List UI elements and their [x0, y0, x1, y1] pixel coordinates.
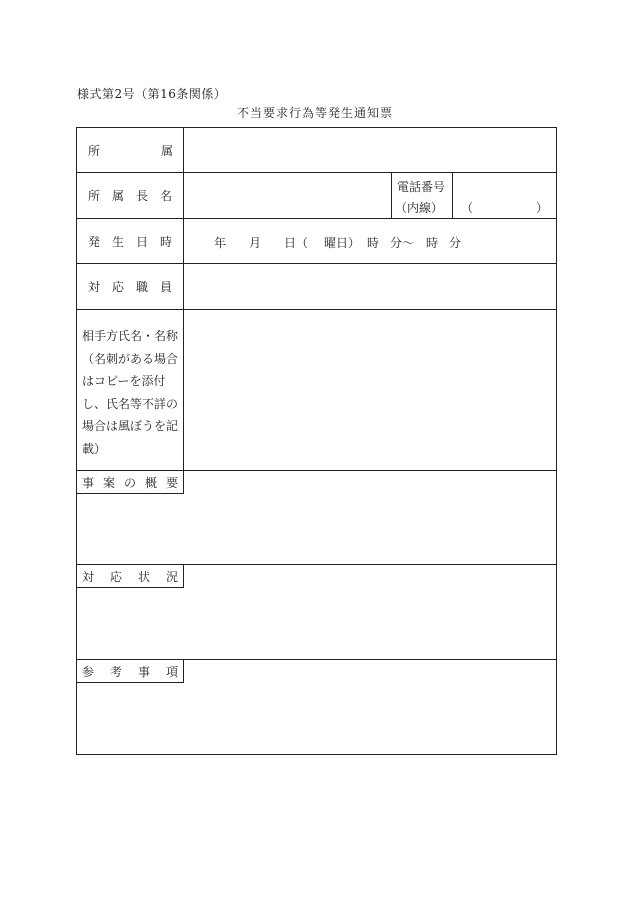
year-unit: 年 — [214, 236, 227, 250]
day-unit: 日（ — [284, 236, 309, 250]
hour-end-unit: 時 — [426, 236, 439, 250]
form-number: 様式第2号（第16条関係） — [77, 87, 227, 101]
row-divider — [76, 659, 557, 660]
case-summary-label: 事 案 の 概 要 — [82, 476, 178, 490]
row-divider — [76, 470, 557, 471]
extension-label: （内線） — [395, 201, 444, 215]
case-summary-field[interactable] — [77, 494, 556, 564]
responding-staff-label: 対 応 職 員 — [88, 280, 172, 294]
response-status-label: 対 応 状 況 — [82, 570, 178, 584]
table-left-border — [76, 127, 77, 755]
department-head-label: 所 属 長 名 — [88, 189, 172, 203]
counterpart-name-field[interactable] — [184, 310, 556, 470]
document-title: 不当要求行為等発生通知票 — [236, 106, 393, 120]
row-divider — [76, 564, 557, 565]
minute-end-unit: 分 — [449, 236, 462, 250]
reference-notes-field[interactable] — [77, 683, 556, 754]
counterpart-name-label: 相手方氏名・名称 （名刺がある場合 はコピーを添付 し、氏名等不詳の 場合は風ぼうを記 載） — [82, 329, 179, 456]
department-head-field[interactable] — [184, 173, 391, 218]
hour-unit: 時 — [367, 236, 380, 250]
occurrence-datetime-label: 発 生 日 時 — [88, 234, 172, 249]
phone-cell-divider — [391, 172, 392, 219]
phone-open-paren: （ — [461, 201, 474, 215]
reference-label-box-edge — [183, 659, 184, 683]
table-bottom-border — [76, 754, 557, 755]
department-field[interactable] — [184, 128, 556, 172]
table-right-border — [556, 127, 557, 755]
response-status-field[interactable] — [77, 588, 556, 659]
minute-tilde-unit: 分〜 — [390, 236, 415, 250]
phone-number-label: 電話番号 — [397, 180, 446, 194]
department-label: 所 属 — [88, 143, 173, 158]
responding-staff-field[interactable] — [184, 264, 556, 309]
summary-label-box-edge — [183, 470, 184, 494]
status-label-box-edge — [183, 564, 184, 588]
phone-close-paren: ） — [536, 201, 549, 215]
reference-notes-label: 参 考 事 項 — [82, 665, 178, 679]
month-unit: 月 — [249, 236, 262, 250]
weekday-unit: 曜日） — [324, 236, 361, 250]
